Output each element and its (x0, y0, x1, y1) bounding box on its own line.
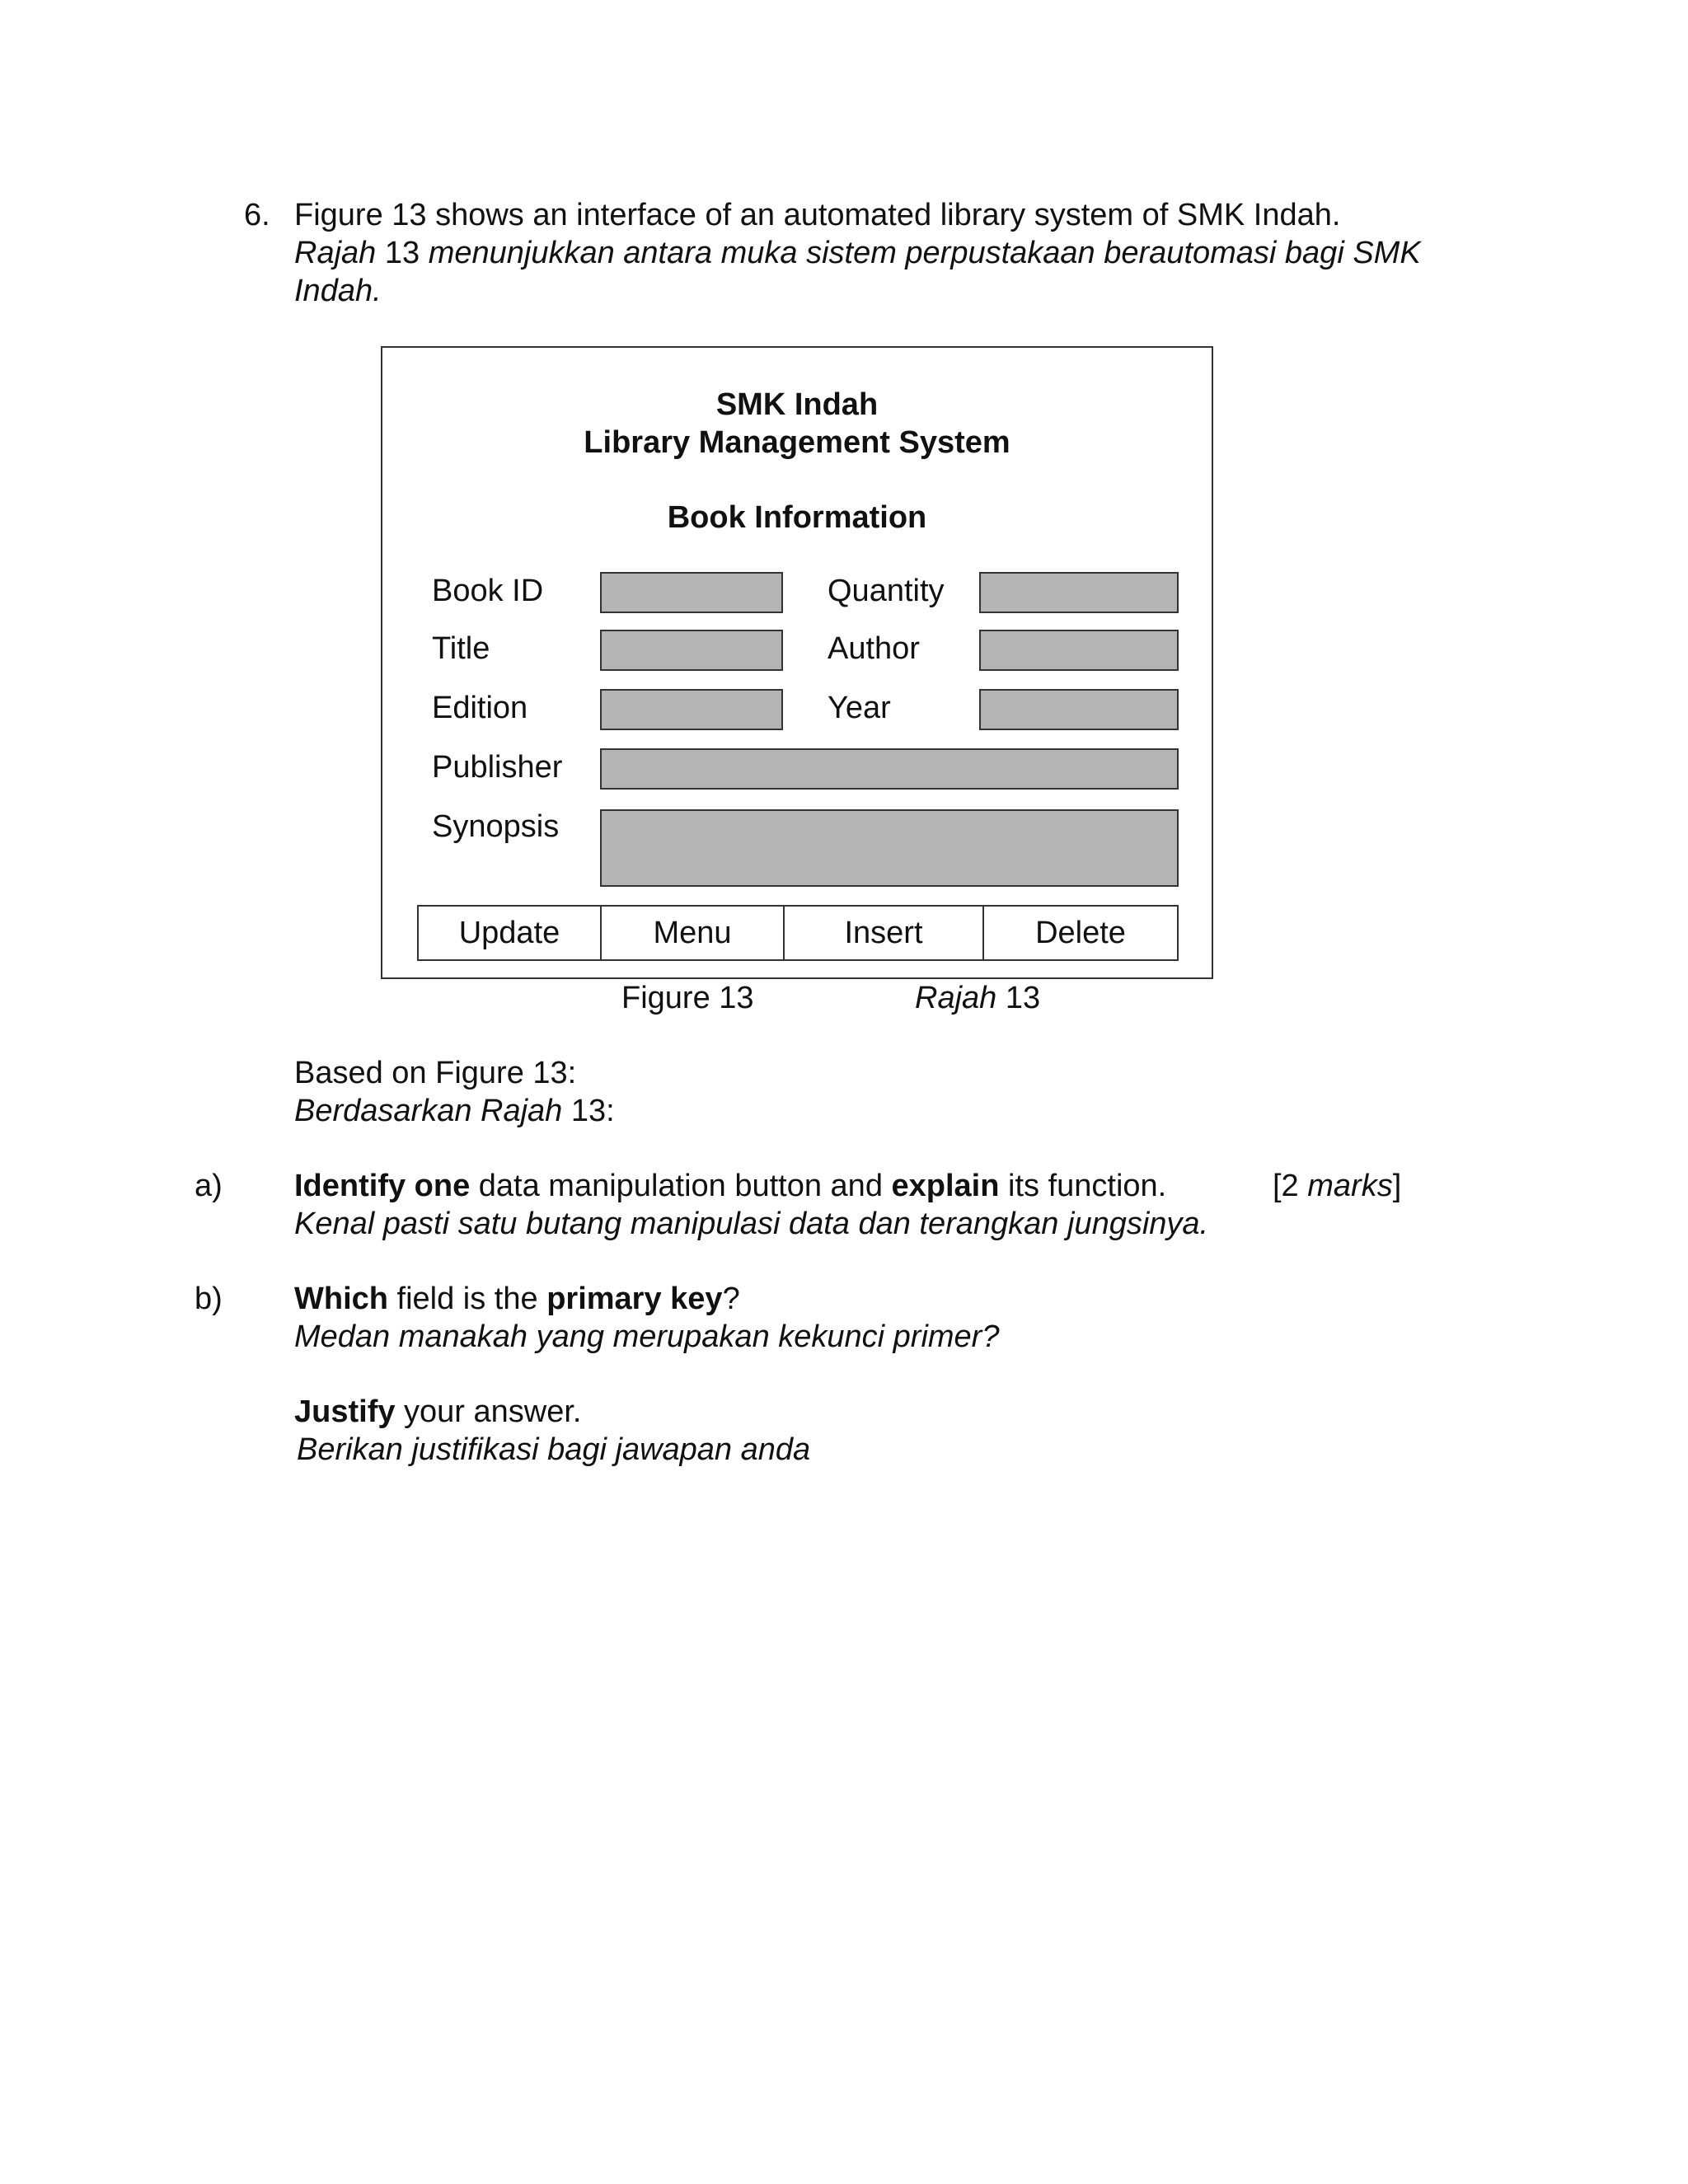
delete-button[interactable]: Delete (984, 907, 1177, 959)
based-on-ms-italic: Berdasarkan Rajah (294, 1094, 563, 1128)
system-title: Library Management System (584, 425, 1010, 460)
part-a-question (294, 1167, 1166, 1205)
intro-ms-tail: menunjukkan antara muka sistem perpustakaan berautomasi bagi SMK (428, 236, 1421, 270)
question-intro-ms-line2: Indah. (294, 274, 382, 308)
edition-field[interactable] (600, 689, 783, 730)
label-synopsis: Synopsis (432, 809, 560, 844)
insert-button[interactable]: Insert (785, 907, 984, 959)
based-on-ms-num: 13: (562, 1094, 615, 1128)
figure-caption-ms (915, 979, 1040, 1017)
caption-ms-rajah: Rajah (915, 981, 997, 1015)
part-b-question (294, 1280, 740, 1318)
part-a-label: a) (195, 1169, 223, 1203)
question-number: 6. (244, 198, 270, 232)
part-b-ms: Medan manakah yang merupakan kekunci primer? (294, 1319, 1000, 1354)
marks-close: ] (1392, 1169, 1402, 1203)
label-edition: Edition (432, 691, 528, 725)
label-title: Title (432, 631, 490, 666)
part-a-bold-identify: Identify one (294, 1169, 471, 1203)
part-a-marks (1273, 1167, 1401, 1205)
part-b-text1: field is the (387, 1282, 547, 1316)
question-intro-ms (294, 234, 1421, 272)
part-b-justify (294, 1393, 581, 1431)
figure-caption-en: Figure 13 (621, 981, 754, 1015)
based-on-ms (294, 1092, 615, 1130)
book-id-field[interactable] (600, 572, 783, 613)
menu-button[interactable]: Menu (602, 907, 785, 959)
label-quantity: Quantity (828, 574, 945, 608)
author-field[interactable] (979, 630, 1179, 671)
marks-open: [2 (1273, 1169, 1308, 1203)
section-title: Book Information (667, 500, 927, 535)
marks-word: marks (1307, 1169, 1393, 1203)
justify-rest: your answer. (395, 1394, 582, 1429)
part-a-ms: Kenal pasti satu butang manipulasi data dan terangkan jungsinya. (294, 1207, 1209, 1241)
label-book-id: Book ID (432, 574, 544, 608)
synopsis-field[interactable] (600, 809, 1179, 887)
label-author: Author (828, 631, 920, 666)
part-b-bold-which: Which (294, 1282, 388, 1316)
library-interface-figure (381, 346, 1213, 979)
button-bar (417, 905, 1179, 961)
part-b-label: b) (195, 1282, 223, 1316)
justify-bold: Justify (294, 1394, 396, 1429)
label-year: Year (828, 691, 891, 725)
part-b-justify-ms: Berikan justifikasi bagi jawapan anda (297, 1432, 811, 1467)
caption-ms-num: 13 (996, 981, 1041, 1015)
question-intro-en: Figure 13 shows an interface of an automated library system of SMK Indah. (294, 198, 1341, 232)
part-a-text1: data manipulation button and (470, 1169, 892, 1203)
quantity-field[interactable] (979, 572, 1179, 613)
part-a-bold-explain: explain (891, 1169, 1000, 1203)
school-title: SMK Indah (715, 387, 879, 422)
label-publisher: Publisher (432, 750, 563, 785)
part-b-bold-primary-key: primary key (546, 1282, 723, 1316)
publisher-field[interactable] (600, 748, 1179, 790)
year-field[interactable] (979, 689, 1179, 730)
part-b-text2: ? (722, 1282, 740, 1316)
part-a-text2: its function. (999, 1169, 1167, 1203)
intro-ms-num: 13 (376, 236, 429, 270)
title-field[interactable] (600, 630, 783, 671)
update-button[interactable]: Update (419, 907, 602, 959)
based-on-en: Based on Figure 13: (294, 1056, 577, 1090)
intro-ms-rajah: Rajah (294, 236, 377, 270)
